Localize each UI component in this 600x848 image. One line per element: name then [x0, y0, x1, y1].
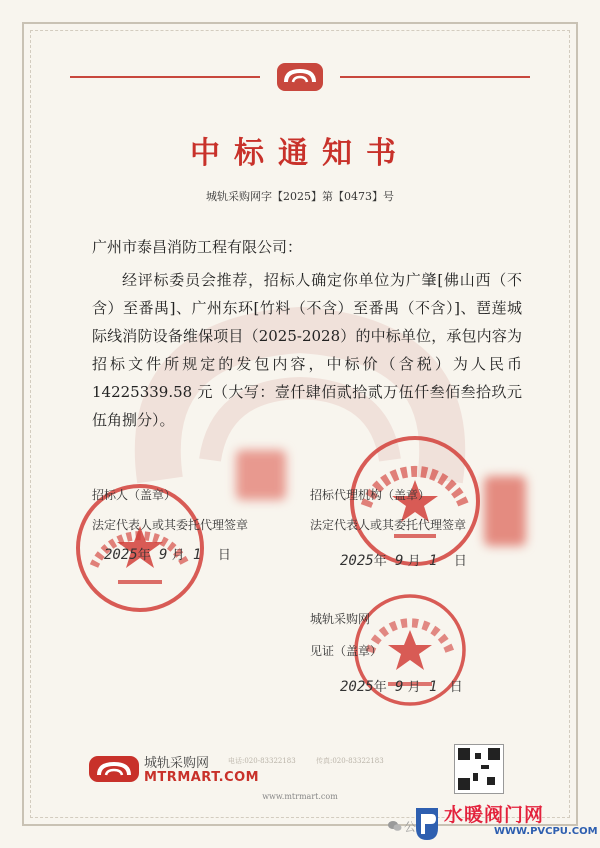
agency-label: 招标代理机构（盖章） — [310, 488, 431, 502]
legal-rep-label: 法定代表人或其委托代理签章 — [92, 518, 249, 532]
pvcpu-badge-icon — [412, 806, 442, 842]
wechat-icon — [388, 820, 402, 832]
footer-phone: 电话:020-83322183 — [228, 757, 296, 765]
date-day: 1 — [192, 547, 202, 563]
page-title: 中标通知书 — [190, 136, 410, 171]
qr-code — [454, 744, 504, 794]
notice-body: 经评标委员会推荐，招标人确定你单位为广肇[佛山西（不含）至番禺]、广州东环[竹料（不含）至番禺（不含）]、琶莲城际线消防设备维保项目（2025-2028）的中标单位，承包内容为招标文件所规定的发包内容，中标价（含税）为人民币 14225339.58 元（大写：壹仟肆佰贰拾贰万伍仟叁佰叁拾玖元伍角捌分）。 — [92, 271, 522, 429]
header-rule-left — [70, 76, 260, 78]
date-month: 9 — [159, 547, 168, 563]
overlay-brand-name: 水暖阀门网 — [444, 804, 545, 826]
date-day: 1 — [428, 553, 438, 569]
footer-fax: 传真:020-83322183 — [316, 757, 384, 765]
witness-org: 城轨采购网 — [310, 612, 371, 626]
date-year: 2025 — [104, 547, 138, 563]
addressee: 广州市泰昌消防工程有限公司： — [92, 238, 303, 256]
overlay-brand-url: WWW.PVCPU.COM — [494, 826, 598, 837]
witness-date: 2025年 9 月 1 日 — [340, 679, 463, 695]
footer-brand-name: 城轨采购网 — [144, 756, 210, 771]
date-month: 9 — [395, 679, 404, 695]
document-number: 城轨采购网字【2025】第【0473】号 — [206, 190, 394, 203]
date-day: 1 — [428, 679, 438, 695]
redacted-mark — [484, 476, 526, 546]
date-year: 2025 — [340, 679, 374, 695]
date-month: 9 — [395, 553, 404, 569]
witness-label: 见证（盖章） — [310, 644, 383, 658]
redacted-mark — [236, 450, 286, 500]
legal-rep-label: 法定代表人或其委托代理签章 — [310, 518, 467, 532]
wechat-text: 公 — [404, 820, 417, 834]
date-year: 2025 — [340, 553, 374, 569]
mtrmart-footer-logo-icon — [88, 754, 140, 784]
footer-brand-url: MTRMART.COM — [144, 770, 260, 785]
footer-website: www.mtrmart.com — [262, 792, 338, 801]
mtrmart-logo-icon — [276, 62, 324, 92]
header-rule-right — [340, 76, 530, 78]
tenderer-label: 招标人（盖章） — [92, 488, 177, 502]
agency-date: 2025年 9 月 1 日 — [340, 553, 467, 569]
tenderer-date: 2025年 9 月 1 日 — [104, 547, 231, 563]
